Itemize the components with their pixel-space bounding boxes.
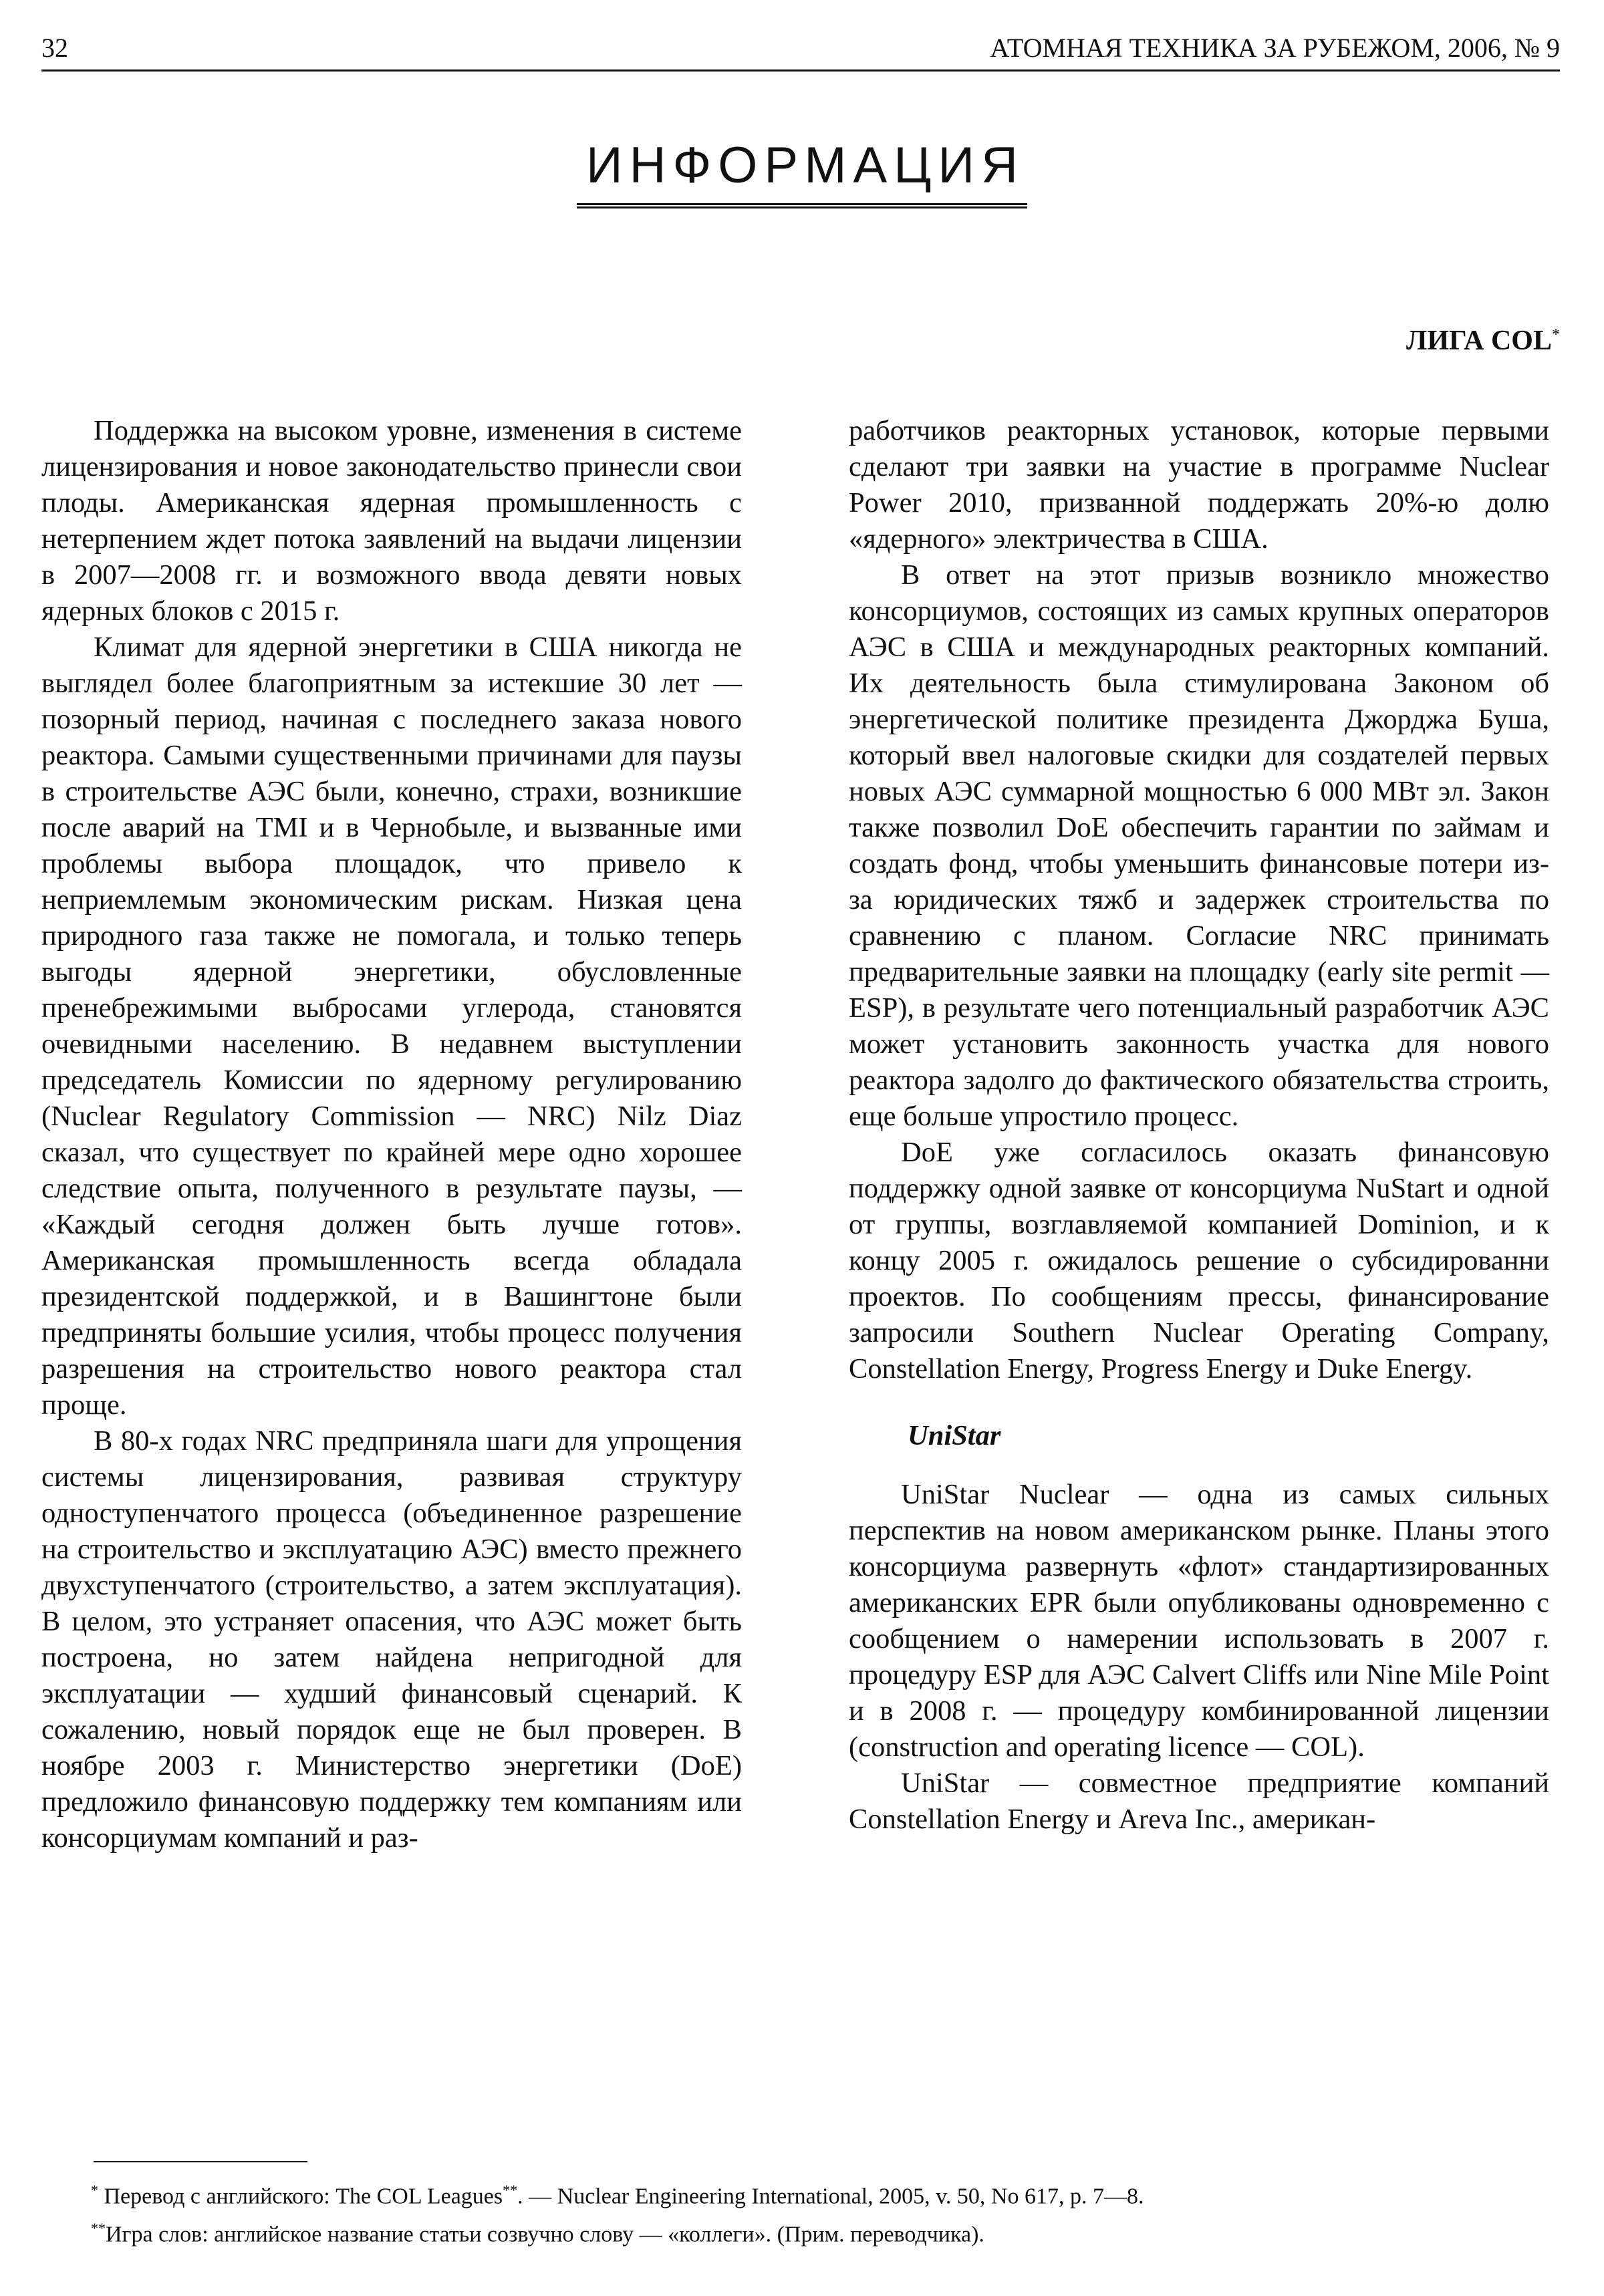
footnote-mark: ** [503,2182,518,2198]
footnote-mark: * [91,2182,98,2198]
footnotes [91,2174,1494,2251]
running-title: АТОМНАЯ ТЕХНИКА ЗА РУБЕЖОМ, 2006, № 9 [990,33,1560,63]
footnote-text: Перевод с английского: The COL Leagues [104,2184,503,2209]
paragraph: UniStar — совместное предприятие компаний Constellation Energy и Areva Inc., американ- [849,1767,1549,1835]
paragraph: В 80-х годах NRC предприняла шаги для упрощения системы лицензирования, развивая структуру одноступенчатого процесса (объединенное разрешение на строительство и эксплуатацию АЭС) вместо прежнего двухступенчатого (строительство, а затем эксплуатация). В целом, это устраняет опасения, что АЭС может быть построена, но затем найдена непригодной для эксплуатации — худший финансовый сценарий. К сожалению, новый порядок еще не был проверен. В ноябре 2003 г. Министерство энергетики (DoE) предложило финансовую поддержку тем компаниям или консорциумам компаний и раз- [41,1425,742,1854]
paragraph-continuation: работчиков реакторных установок, которые первыми сделают три заявки на участие в программе Nuclear Power 2010, призванной поддержать 20%-ю долю «ядерного» электричества в США. [849,415,1549,555]
left-column [41,413,742,1856]
footnote-mark: ** [91,2220,106,2237]
section-title-text: ИНФОРМАЦИЯ [577,134,1027,208]
paragraph: DoE уже согласилось оказать финансовую поддержку одной заявке от консорциума NuStart и одной от группы, возглавляемой компанией Dominion, и к концу 2005 г. ожидалось решение о субсидированни проектов. По сообщениям прессы, финансирование запросили Southern Nuclear Operating Company, Constellation Energy, Progress Energy и Duke Energy. [849,1137,1549,1385]
footnote-rule [94,2161,307,2162]
footnote-1 [91,2174,1494,2212]
article-title [1406,325,1560,357]
header-rule [41,69,1560,71]
paragraph: UniStar Nuclear — одна из самых сильных перспектив на новом американском рынке. Планы этого консорциума развернуть «флот» стандартизированных американских EPR были опубликованы одновременно с сообщением о намерении использовать в 2007 г. процедуру ESP для АЭС Calvert Cliffs или Nine Mile Point и в 2008 г. — процедуру комбинированной лицензии (construction and operating licence — COL). [849,1479,1549,1763]
paragraph: В ответ на этот призыв возникло множество консорциумов, состоящих из самых крупных операторов АЭС в США и международных реакторных компаний. Их деятельность была стимулирована Законом об энергетической политике президента Джорджа Буша, который ввел налоговые скидки для создателей первых новых АЭС суммарной мощностью 6 000 МВт эл. Закон также позволил DoE обеспечить гарантии по займам и создать фонд, чтобы уменьшить финансовые потери из-за юридических тяжб и задержек строительства по сравнению с планом. Согласие NRC принимать предварительные заявки на площадку (early site permit — ESP), в результате чего потенциальный разработчик АЭС может установить законность участка для нового реактора задолго до фактического обязательства строить, еще больше упростило процесс. [849,559,1549,1132]
article-title-footnote-mark: * [1552,326,1560,343]
right-column [849,413,1549,1838]
footnote-text: Игра слов: английское название статьи созвучно слову — «коллеги». (Прим. переводчика). [106,2222,984,2247]
paragraph: Климат для ядерной энергетики в США никогда не выглядел более благоприятным за истекшие 30 лет — позорный период, начиная с последнего заказа нового реактора. Самыми существенными причинами для паузы в строительстве АЭС были, конечно, страхи, возникшие после аварий на TMI и в Чернобыле, и вызванные ими проблемы выбора площадок, что привело к неприемлемым экономическим рискам. Низкая цена природного газа также не помогала, и только теперь выгоды ядерной энергетики, обусловленные пренебрежимыми выбросами углерода, становятся очевидными населению. В недавнем выступлении председатель Комиссии по ядерному регулированию (Nuclear Regulatory Commission — NRC) Nilz Diaz сказал, что существует по крайней мере одно хорошее следствие опыта, полученного в результате паузы, — «Каждый сегодня должен быть лучше готов». Американская промышленность всегда обладала президентской поддержкой, и в Вашингтоне были предприняты большие усилия, чтобы процесс получения разрешения на строительство нового реактора стал проще. [41,631,742,1421]
footnote-2 [91,2212,1494,2251]
paragraph: Поддержка на высоком уровне, изменения в системе лицензирования и новое законодательство принесли свои плоды. Американская ядерная промышленность с нетерпением ждет потока заявлений на выдачи лицензии в 2007—2008 гг. и возможного ввода девяти новых ядерных блоков с 2015 г. [41,415,742,627]
subheading-unistar: UniStar [908,1420,1001,1451]
page-number: 32 [41,33,68,63]
page-header [41,32,1560,64]
article-title-text: ЛИГА COL [1406,325,1552,356]
footnote-text: . — Nuclear Engineering International, 2005, v. 50, No 617, p. 7—8. [517,2184,1144,2209]
section-title [0,134,1604,208]
